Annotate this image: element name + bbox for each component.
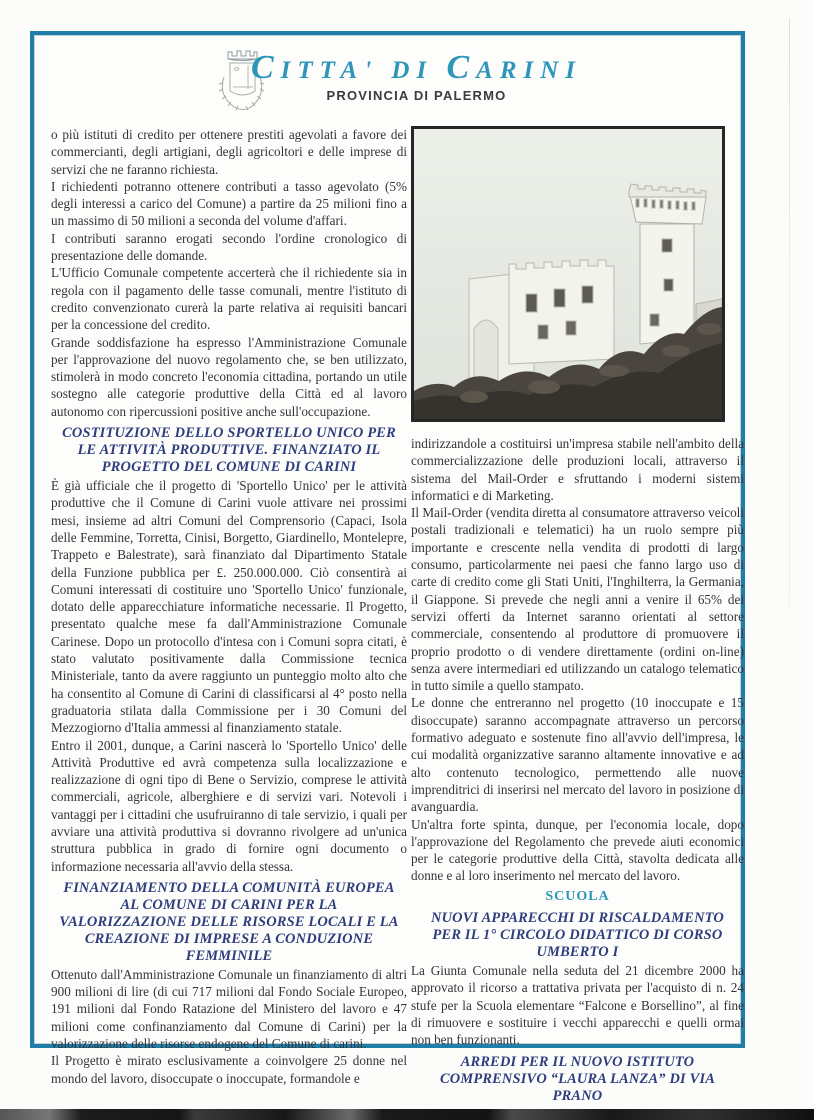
paragraph: indirizzandole a costituirsi un'impresa stabile nell'ambito della commercializzazione delle produzioni locali, attraverso il sistema del Mail-Order e sfruttando i moderni sistemi informatici e di Marketing.: [411, 436, 744, 503]
paragraph: Grande soddisfazione ha espresso l'Amministrazione Comunale per l'approvazione del nuovo regolamento che, se ben utilizzato, stimolerà in modo concreto l'economia cittadina, portando un utile sostegno alle categorie produttive della Città ed al lavoro autonomo con ripercussioni positive anche sull'occupazione.: [51, 334, 407, 419]
castle-photo: [411, 126, 725, 422]
article-heading: NUOVI APPARECCHI DI RISCALDAMENTO PER IL 1° CIRCOLO DIDATTICO DI CORSO UMBERTO I: [430, 910, 724, 961]
paragraph: Le donne che entreranno nel progetto (10 inoccupate e 15 disoccupate) saranno accompagnate attraverso un percorso formativo adeguato e sostenute fino all'avvio dell'impresa, le cui modalità organizzative saranno altamente innovative e ad alto contenuto tecnologico, permettendo alle nuove imprenditrici di inserirsi nel mercato del lavoro in posizione di avanguardia.: [411, 695, 744, 815]
paragraph: I richiedenti potranno ottenere contributi a tasso agevolato (5% degli interessi a carico del Comune) a partire da 25 milioni fino a un massimo di 50 milioni a seconda del volume d'affari.: [51, 178, 407, 229]
paragraph: Entro il 2001, dunque, a Carini nascerà lo 'Sportello Unico' delle Attività Produttive ed avrà competenza sulla localizzazione e realizzazione di ogni tipo di Bene o Servizio, comprese le attività commerciali, agricole, alberghiere e di servizi vari. Notevoli i vantaggi per i cittadini che usufruiranno di tale servizio, i quali per avviare una attività produttiva si dovranno rivolgere ad un'unica struttura pubblica in grado di fornire ogni documento o informazione necessaria all'avvio della stessa.: [51, 737, 407, 874]
article-heading: ARREDI PER IL NUOVO ISTITUTO COMPRENSIVO “LAURA LANZA” DI VIA PRANO: [439, 1053, 716, 1104]
section-label-scuola: SCUOLA: [545, 888, 610, 904]
right-column: [411, 126, 744, 1106]
page-title: CITTA' DI CARINI: [250, 49, 583, 86]
paragraph: Ottenuto dall'Amministrazione Comunale un finanziamento di altri 900 milioni di lire (di cui 717 milioni dal Fondo Sociale Europeo, 191 milioni dal Fondo Ratazione del Ministero del lavoro e 47 milioni come confinanziamento dal Comune di Carini) per la valorizzazione delle risorse endogene del Comune di carini.: [51, 966, 407, 1052]
paragraph: o più istituti di credito per ottenere prestiti agevolati a favore dei commercianti, degli artigiani, degli agricoltori e delle imprese di servizi che ne faranno richiesta.: [51, 127, 407, 177]
title-initial: C: [250, 49, 281, 86]
paragraph: I contributi saranno erogati secondo l'ordine cronologico di presentazione delle domande.: [51, 230, 407, 264]
page-subtitle: PROVINCIA DI PALERMO: [326, 88, 507, 103]
scanner-artifact-line: [789, 18, 790, 608]
paragraph: La Giunta Comunale nella seduta del 21 dicembre 2000 ha approvato il ricorso a trattativa privata per l'acquisto di n. 24 stufe per la Scuola elementare “Falcone e Borsellino”, al fine di rimuovere e sostituire i vecchi apparecchi e quelli ormai non ben funzionanti.: [411, 963, 744, 1048]
paragraph: L'Ufficio Comunale competente accerterà che il richiedente sia in regola con il pagamento delle tasse comunali, mentre l'istituto di credito convenzionato curerà la parte relativa ai requisiti bancari per la concessione del credito.: [51, 265, 407, 333]
document-header: [244, 49, 589, 103]
title-initial: C: [446, 49, 477, 86]
article-heading: FINANZIAMENTO DELLA COMUNITÀ EUROPEA AL COMUNE DI CARINI PER LA VALORIZZAZIONE DELLE RISORSE LOCALI E LA CREAZIONE DI IMPRESE A CONDUZIONE FEMMINILE: [59, 879, 399, 964]
paragraph: Il Mail-Order (vendita diretta al consumatore attraverso veicoli postali tradizionali e telematici) ha un ruolo sempre più importante e crescente nella vendita di prodotti di largo consumo, particolarmente nei paesi che fanno largo uso di carte di credito come gli Stati Uniti, l'Inghilterra, la Germania, il Giappone. Si prevede che negli anni a venire il 65% dei servizi offerti da Internet saranno orientati al settore commerciale, consentendo al produttore di promuovere il proprio prodotto o di vendere direttamente (ordini on-line) senza avere intermediari ed utilizzando un catalogo telematico in tutto simile a quello stampato.: [411, 505, 744, 694]
article-heading: COSTITUZIONE DELLO SPORTELLO UNICO PER LE ATTIVITÀ PRODUTTIVE. FINANZIATO IL PROGETTO DEL COMUNE DI CARINI: [62, 425, 396, 476]
page-border-frame: [30, 31, 745, 1104]
paragraph: È già ufficiale che il progetto di 'Sportello Unico' per le attività produttive che il Comune di Carini vuole attivare nei prossimi mesi, insieme ad altri Comuni del Comprensorio (Capaci, Isola delle Femmine, Torretta, Cinisi, Borgetto, Giardinello, Montelepre, Trappeto e Balestrate), sarà finanziato dal Dipartimento Statale della Funzione pubblica per £. 250.000.000. Ciò consentirà ai Comuni interessati di costituire uno 'Sportello Unico' funzionale, dotato delle apparecchiature informatiche necessarie. Il Progetto, presentato qualche mese fa dall'Amministrazione Comunale Carinese. Dopo un protocollo d'intesa con i Comuni sopra citati, è stato valutato positivamente dalla Commissione tecnica Ministeriale, tanto da avere raggiunto un punteggio molto alto che ha consentito al Comune di Carini di classificarsi al 4° posto nella graduatoria stilata dalla Commissione per i 30 Comuni del Mezzogiorno d'Italia ammessi al finanziamento statale.: [51, 478, 407, 736]
paragraph: Un'altra forte spinta, dunque, per l'economia locale, dopo l'approvazione del Regolamento che prevede aiuti economici per le categorie produttive della Città, stavolta dedicata alle donne e al loro inserimento nel mercato del lavoro.: [411, 816, 744, 884]
paragraph: Il Progetto è mirato esclusivamente a coinvolgere 25 donne nel mondo del lavoro, disoccupate o inoccupate, formandole e: [51, 1053, 407, 1086]
scanner-edge-strip: [0, 1109, 814, 1120]
left-column: [51, 126, 407, 1087]
